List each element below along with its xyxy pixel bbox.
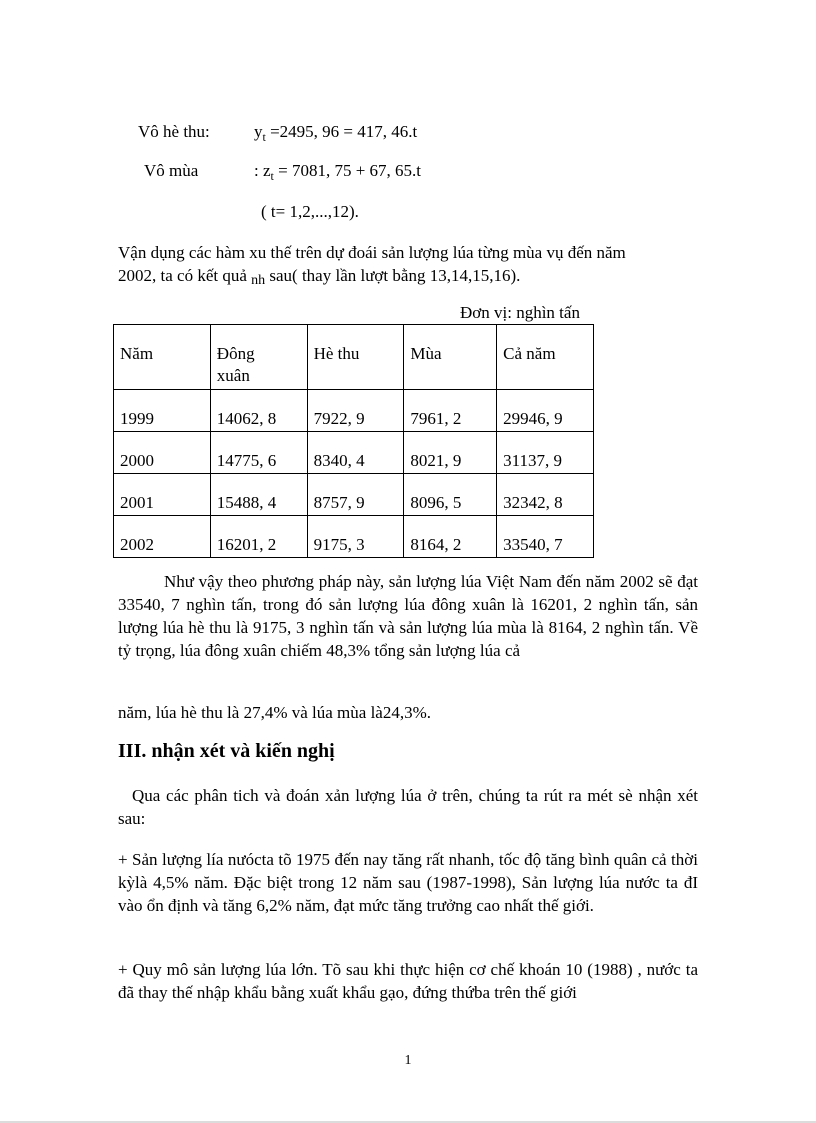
table-header-cell: Đông xuân [210, 325, 307, 390]
table-header-cell: Mùa [404, 325, 497, 390]
paragraph-remark-1: + Sản lượng lía nưócta tõ 1975 đến nay tăng rất nhanh, tốc độ tăng bình quân cả thời kỳlà 4,5% năm. Đặc biệt trong 12 năm sau (1987-1998), Sản lượng lúa nước ta đI vào ổn định và tăng 6,2% năm, đạt mức tăng trưởng cao nhất thế giới. [118, 850, 698, 915]
intro-paragraph [118, 241, 698, 292]
table-cell: 14775, 6 [210, 432, 307, 474]
section-heading: III. nhận xét và kiến nghị [118, 740, 335, 762]
equation-var: y [254, 122, 263, 141]
table-cell: 2002 [114, 516, 211, 558]
intro-line-2-a: 2002, ta có kết quả [118, 266, 252, 285]
equation-rest: = 7081, 75 + 67, 65.t [273, 161, 422, 180]
paragraph-share: năm, lúa hè thu là 27,4% và lúa mùa là24,3%. [118, 703, 431, 722]
equation-label-mua: Vô mùa [144, 161, 199, 180]
intro-line-2 [118, 264, 698, 292]
equation-var: z [262, 161, 271, 180]
paragraph-intro-remarks: Qua các phân tich và đoán xản lượng lúa ở trên, chúng ta rút ra mét sè nhận xét sau: [118, 786, 698, 828]
table-row [114, 474, 594, 516]
table-cell: 8340, 4 [307, 432, 404, 474]
table-cell: 16201, 2 [210, 516, 307, 558]
table-cell: 15488, 4 [210, 474, 307, 516]
equation-sub: t [270, 169, 274, 183]
equation-mua [254, 161, 421, 181]
table-header-cell: Hè thu [307, 325, 404, 390]
table-cell: 2001 [114, 474, 211, 516]
table-header-cell: Cả năm [497, 325, 594, 390]
intro-line-2-small: nh [251, 273, 266, 288]
table-cell: 8164, 2 [404, 516, 497, 558]
table-cell: 7961, 2 [404, 390, 497, 432]
equation-he-thu [254, 122, 417, 142]
equation-rest: =2495, 96 = 417, 46.t [265, 122, 418, 141]
paragraph-remark-2: + Quy mô sản lượng lúa lớn. Tõ sau khi thực hiện cơ chế khoán 10 (1988) , nước ta đã thay thế nhập khẩu bằng xuất khẩu gạo, đứng thứba trên thế giới [118, 960, 698, 1002]
table-header-cell: Năm [114, 325, 211, 390]
equation-sub: t [262, 130, 266, 144]
table-cell: 32342, 8 [497, 474, 594, 516]
table-cell: 1999 [114, 390, 211, 432]
data-table [113, 324, 594, 558]
table-cell: 33540, 7 [497, 516, 594, 558]
unit-label: Đơn vị: nghìn tấn [460, 303, 580, 322]
table-cell: 14062, 8 [210, 390, 307, 432]
page-number: 1 [404, 1053, 412, 1068]
table-cell: 8021, 9 [404, 432, 497, 474]
table-cell: 2000 [114, 432, 211, 474]
table-header-row [114, 325, 594, 390]
paragraph-projection: Như vậy theo phương pháp này, sản lượng lúa Việt Nam đến năm 2002 sẽ đạt 33540, 7 nghìn tấn, trong đó sản lượng lúa đông xuân là 16201, 2 nghìn tấn, sản lượng lúa hè thu là 9175, 3 nghìn tấn và sản lượng lúa mùa là 8164, 2 nghìn tấn. Về tỷ trọng, lúa đông xuân chiếm 48,3% tổng sản lượng lúa cả [118, 572, 698, 660]
equation-label-he-thu: Vô hè thu: [138, 122, 210, 141]
table-cell: 8096, 5 [404, 474, 497, 516]
equation-prefix: : [254, 161, 263, 180]
intro-line-2-b: sau( thay lần lượt bằng 13,14,15,16). [265, 266, 521, 285]
table-cell: 8757, 9 [307, 474, 404, 516]
table-row [114, 432, 594, 474]
table-cell: 7922, 9 [307, 390, 404, 432]
table-row [114, 390, 594, 432]
table-cell: 29946, 9 [497, 390, 594, 432]
table-cell: 31137, 9 [497, 432, 594, 474]
table-cell: 9175, 3 [307, 516, 404, 558]
equation-t-range: ( t= 1,2,...,12). [261, 202, 359, 221]
table-row [114, 516, 594, 558]
intro-line-1: Vận dụng các hàm xu thế trên dự đoái sản lượng lúa từng mùa vụ đến năm [118, 243, 626, 262]
